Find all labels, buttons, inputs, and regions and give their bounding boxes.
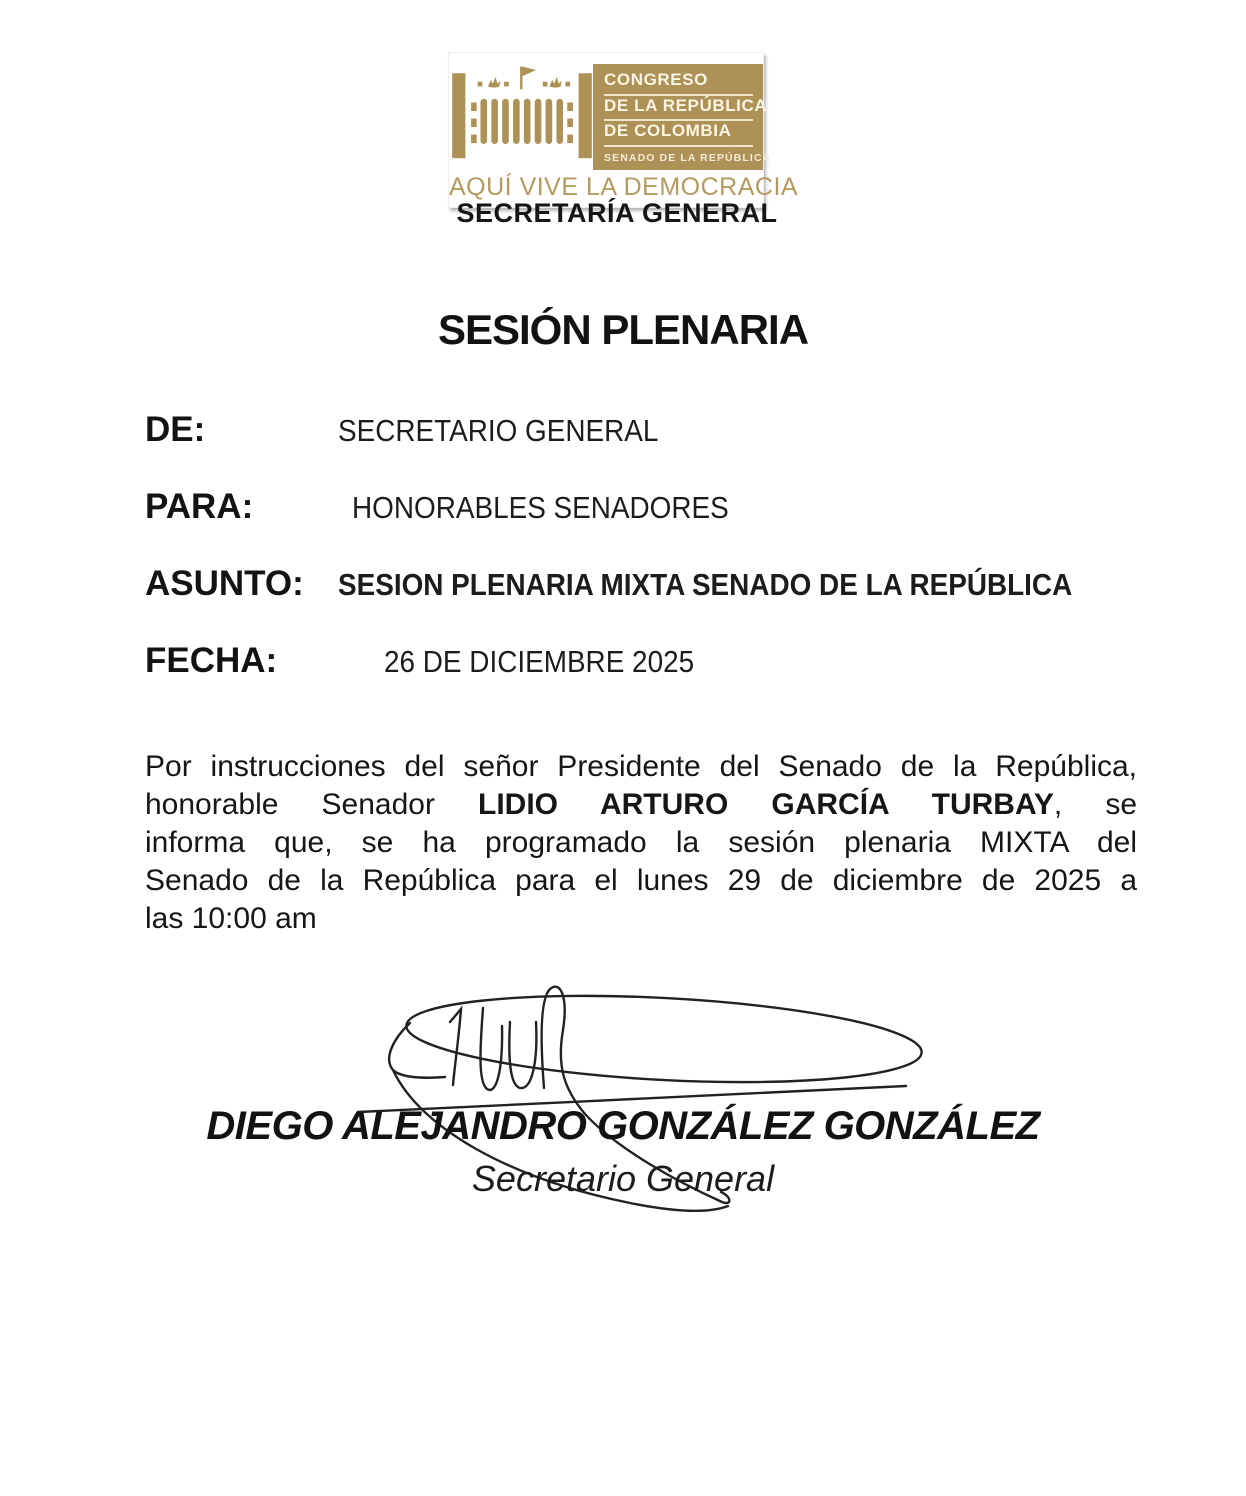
field-row-asunto	[145, 564, 1145, 606]
body-paragraph	[145, 748, 1137, 938]
congress-logo	[448, 52, 799, 208]
document-title: SESIÓN PLENARIA	[437, 306, 809, 353]
field-row-de	[145, 410, 1145, 452]
department-title: SECRETARÍA GENERAL	[456, 198, 778, 228]
dove-icon	[488, 77, 500, 88]
capitol-columns-icon	[451, 61, 593, 161]
field-row-fecha	[145, 641, 1145, 683]
field-label: ASUNTO:	[145, 564, 304, 603]
signatory-role: Secretario General	[471, 1158, 775, 1199]
body-line: informa que, se ha programado la sesión plenaria MIXTA del	[145, 826, 1137, 859]
dove-icon	[549, 77, 561, 88]
logo-slogan: AQUÍ VIVE LA DEMOCRACIA	[449, 173, 799, 202]
field-row-para	[145, 487, 1145, 529]
wordmark-line-3: DE COLOMBIA	[604, 121, 753, 147]
signatory-name: DIEGO ALEJANDRO GONZÁLEZ GONZÁLEZ	[206, 1104, 1040, 1148]
body-line: Senado de la República para el lunes 29 de diciembre de 2025 a	[145, 864, 1137, 897]
body-text: , se	[1053, 788, 1137, 821]
wordmark-line-2: DE LA REPÚBLICA	[604, 96, 753, 122]
field-label: PARA:	[145, 487, 254, 526]
field-label: DE:	[145, 410, 206, 449]
wordmark-line-1: CONGRESO	[604, 70, 753, 96]
field-label: FECHA:	[145, 641, 278, 680]
flag-icon	[522, 67, 536, 76]
body-line: las 10:00 am	[145, 902, 317, 935]
field-value: SESION PLENARIA MIXTA SENADO DE LA REPÚBLICA	[338, 567, 1073, 602]
body-text: honorable Senador	[145, 788, 479, 821]
field-value: HONORABLES SENADORES	[352, 490, 729, 525]
body-line: Por instrucciones del señor Presidente del Senado de la República,	[145, 750, 1137, 783]
body-line	[145, 786, 1137, 824]
wordmark-subline: SENADO DE LA REPÚBLICA	[604, 152, 772, 165]
senator-name: LIDIO ARTURO GARCÍA TURBAY	[478, 788, 1054, 821]
memo-fields	[145, 410, 1145, 718]
field-value: 26 DE DICIEMBRE 2025	[384, 644, 695, 679]
field-value: SECRETARIO GENERAL	[338, 413, 659, 448]
congress-wordmark	[593, 64, 772, 170]
logo-top-row	[449, 53, 772, 170]
